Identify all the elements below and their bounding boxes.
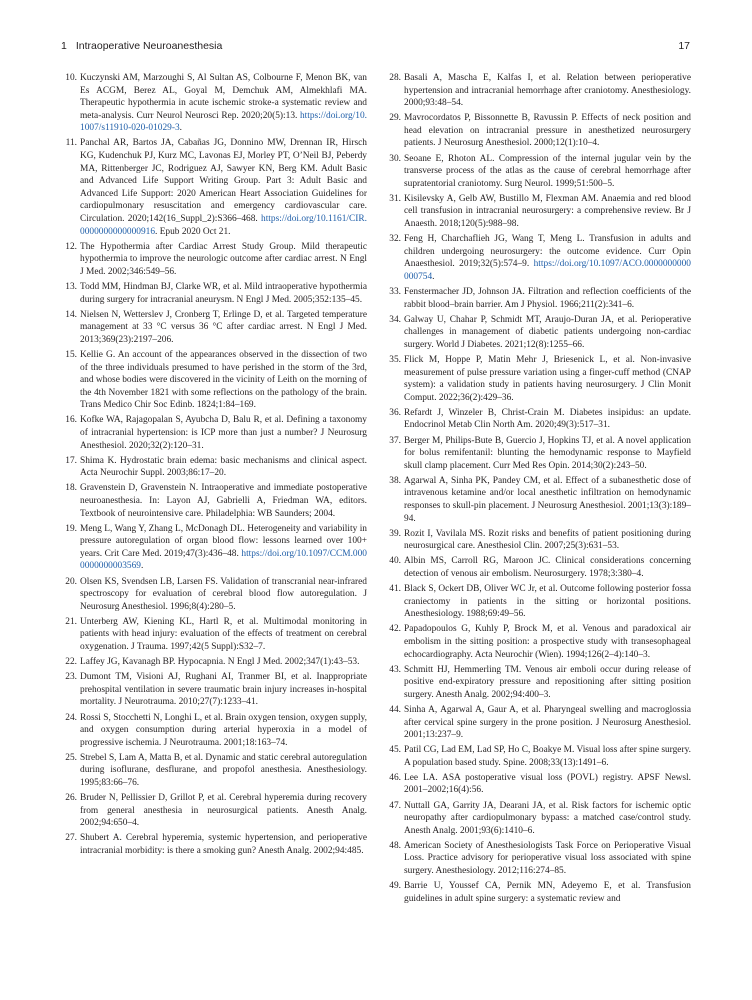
reference-text: The Hypothermia after Cardiac Arrest Study Group. Mild therapeutic hypothermia to improve the neurologic outcome after cardiac arrest. N Engl J Med. 2002;346:549–56. — [80, 241, 367, 277]
reference-text: Strebel S, Lam A, Matta B, et al. Dynamic and static cerebral autoregulation during isoflurane, desflurane, and propofol anesthesia. Anesthesiology. 1995;83:66–76. — [80, 752, 367, 788]
reference-item — [385, 193, 691, 231]
reference-item — [61, 576, 367, 614]
chapter-title: Intraoperative Neuroanesthesia — [75, 40, 223, 52]
reference-item — [61, 241, 367, 279]
reference-item — [61, 349, 367, 412]
reference-item — [385, 555, 691, 580]
reference-text: Basali A, Mascha E, Kalfas I, et al. Relation between perioperative hypertension and intracranial hemorrhage after craniotomy. Anesthesiology. 2000;93:48–54. — [404, 73, 691, 109]
reference-text: Unterberg AW, Kiening KL, Hartl R, et al. Multimodal monitoring in patients with head injury: evaluation of the effects of treatment on cerebral oxygenation. J Trauma. 1997;42(5 Suppl):S32–7. — [80, 616, 367, 653]
reference-item — [61, 281, 367, 306]
reference-number: 43. — [389, 664, 401, 675]
reference-text: Black S, Ockert DB, Oliver WC Jr, et al. Outcome following posterior fossa craniectomy in patients in the sitting or horizontal positions. Anesthesiology. 1988;69:49–56. — [404, 584, 691, 620]
reference-item — [61, 792, 367, 830]
reference-number: 47. — [389, 800, 401, 811]
reference-number: 16. — [65, 415, 77, 426]
reference-number: 23. — [65, 672, 77, 683]
reference-text: American Society of Anesthesiologists Task Force on Perioperative Visual Loss. Practice advisory for perioperative visual loss associated with spine surgery. Anesthesiology. 2012;116:274–85. — [404, 840, 691, 877]
reference-item — [385, 800, 691, 838]
reference-number: 30. — [389, 153, 401, 164]
reference-item — [385, 880, 691, 905]
reference-number: 15. — [65, 349, 77, 360]
reference-text: Patil CG, Lad EM, Lad SP, Ho C, Boakye M. Visual loss after spine surgery. A population based study. Spine. 2008;33(13):1491–6. — [404, 745, 691, 768]
reference-number: 21. — [65, 616, 77, 627]
reference-number: 24. — [65, 712, 77, 723]
reference-text: Olsen KS, Svendsen LB, Larsen FS. Validation of transcranial near-infrared spectroscopy for evaluation of cerebral blood flow autoregulation. J Neurosurg Anesthesiol. 1996;8(4):280–5. — [80, 576, 367, 612]
reference-item — [61, 455, 367, 480]
reference-text: Meng L, Wang Y, Zhang L, McDonagh DL. Heterogeneity and variability in pressure autoregulation of organ blood flow: lessons learned over 100+ years. Crit Care Med. 2019;47(3):436–48. — [80, 523, 367, 559]
reference-number: 34. — [389, 314, 401, 325]
reference-text: Flick M, Hoppe P, Matin Mehr J, Briesenick L, et al. Non-invasive measurement of pulse pressure variation using a finger-cuff method (CNAP system): a validation study in patients having neurosurgery. J Clin Monit Comput. 2022;36(2):429–36. — [404, 354, 691, 403]
reference-number: 44. — [389, 704, 401, 715]
reference-item — [385, 623, 691, 661]
reference-number: 19. — [65, 523, 77, 534]
reference-number: 28. — [389, 73, 401, 83]
reference-item — [385, 407, 691, 432]
reference-item — [385, 354, 691, 404]
reference-text-suffix: . — [432, 271, 435, 282]
reference-text: Kellie G. An account of the appearances observed in the dissection of two of the three individuals presumed to have perished in the storm of the 3rd, and whose bodies were discovered in the vicinity of Leith on the morning of the 4th November 1821 with some reflections on the pathology of the brain. Trans Medico Chir Soc Edinb. 1824;1:84–169. — [80, 349, 367, 411]
reference-item — [385, 153, 691, 191]
references-column-right — [385, 72, 691, 908]
references-column-left — [61, 72, 367, 860]
reference-number: 11. — [65, 138, 77, 149]
reference-text: Papadopoulos G, Kuhly P, Brock M, et al. Venous and paradoxical air embolism in the sitting position: a prospective study with transesophageal echocardiography. Acta Neurochir (Wien). 1994;126(2–4):140–3. — [404, 624, 691, 660]
reference-item — [385, 744, 691, 769]
reference-item — [61, 671, 367, 709]
reference-text: Refardt J, Winzeler B, Christ-Crain M. Diabetes insipidus: an update. Endocrinol Metab Clin North Am. 2020;49(3):517–31. — [404, 407, 691, 431]
reference-number: 27. — [65, 833, 77, 844]
reference-text: Galway U, Chahar P, Schmidt MT, Araujo-Duran JA, et al. Perioperative challenges in management of diabetic patients undergoing non-cardiac surgery. World J Diabetes. 2021;12(8):1255–66. — [404, 314, 691, 350]
reference-text: Kofke WA, Rajagopalan S, Ayubcha D, Balu R, et al. Defining a taxonomy of intracranial hypertension: is ICP more than just a number? J Neurosurg Anesthesiol. 2020;32(2):120–31. — [80, 415, 367, 451]
reference-text-suffix: . — [140, 561, 144, 572]
reference-item — [385, 772, 691, 797]
reference-item — [61, 523, 367, 573]
reference-item — [385, 435, 691, 473]
reference-text: Dumont TM, Visioni AJ, Rughani AI, Tranmer BI, et al. Inappropriate prehospital ventilation in severe traumatic brain injury increases in-hospital mortality. J Neurotrauma. 2010;27(7):1233–41. — [80, 672, 367, 708]
reference-number: 36. — [389, 407, 401, 418]
reference-item — [385, 528, 691, 553]
reference-number: 48. — [389, 840, 401, 851]
reference-item — [61, 414, 367, 452]
reference-text: Kuczynski AM, Marzoughi S, Al Sultan AS, Colbourne F, Menon BK, van Es ACGM, Berez AL, Goyal M, Demchuk AM, Almekhlafi MA. Therapeutic hypothermia in acute ischemic stroke-a systematic review and meta-analysis. Curr Neurol Neurosci Rep. 2020;20(5):13. — [80, 73, 367, 121]
reference-item — [385, 704, 691, 742]
reference-number: 37. — [389, 435, 401, 446]
reference-number: 18. — [65, 483, 77, 494]
reference-item — [385, 664, 691, 702]
reference-text: Berger M, Philips-Bute B, Guercio J, Hopkins TJ, et al. A novel application for bolus remifentanil: blunting the hemodynamic response to Mayfield skull clamp placement. Curr Med Res Opin. 2014;30(2):243–50. — [404, 435, 691, 471]
reference-number: 14. — [65, 309, 77, 320]
reference-text: Feng H, Charchaflieh JG, Wang T, Meng L. Transfusion in adults and children undergoing neurosurgery: the outcome evidence. Curr Opin Anaesthesiol. 2019;32(5):574–9. — [404, 234, 691, 270]
reference-text: Gravenstein D, Gravenstein N. Intraoperative and immediate postoperative neuroanesthesia. In: Layon AJ, Gabrielli A, Friedman WA, editors. Textbook of neurointensive care. Philadelphia: WB Saunders; 2004. — [80, 483, 367, 519]
reference-number: 17. — [65, 455, 77, 466]
doi-link[interactable]: https://doi.org/10.1097/ACO.0000000000000754 — [404, 259, 691, 282]
reference-text: Panchal AR, Bartos JA, Cabañas JG, Donnino MW, Drennan IR, Hirsch KG, Kudenchuk PJ, Kurz MC, Lavonas EJ, Morley PT, O’Neil BJ, Peberdy MA, Rittenberger JC, Rodriguez AJ, Sawyer KN, Berg KM. Adult Basic and Advanced Life Support Writing Group. Part 3: Adult Basic and Advanced Life Support: 2020 American Heart Association Guidelines for cardiopulmonary resuscitation and emergency cardiovascular care. Circulation. 2020;142(16_Suppl_2):S366–468. — [80, 138, 367, 225]
reference-text: Shima K. Hydrostatic brain edema: basic mechanisms and clinical aspect. Acta Neurochir Suppl. 2003;86:17–20. — [80, 455, 367, 479]
doi-link[interactable]: https://doi.org/10.1097/CCM.0000000000003569 — [80, 548, 367, 572]
reference-text: Laffey JG, Kavanagh BP. Hypocapnia. N Engl J Med. 2002;347(1):43–53. — [80, 657, 360, 668]
reference-text: Kisilevsky A, Gelb AW, Bustillo M, Flexman AM. Anaemia and red blood cell transfusion in intracranial neurosurgery: a comprehensive review. Br J Anaesth. 2018;120(5):988–98. — [404, 193, 691, 230]
reference-text: Albin MS, Carroll RG, Maroon JC. Clinical considerations concerning detection of venous air embolism. Neurosurgery. 1978;3:380–4. — [404, 556, 691, 579]
reference-text: Mavrocordatos P, Bissonnette B, Ravussin P. Effects of neck position and head elevation on intracranial pressure in anesthetized neurosurgery patients. J Neurosurg Anesthesiol. 2000;12(1):10–4. — [404, 113, 691, 149]
reference-number: 10. — [65, 73, 77, 83]
reference-number: 32. — [389, 234, 401, 245]
reference-number: 33. — [389, 287, 401, 297]
reference-number: 22. — [65, 657, 77, 668]
reference-text: Schmitt HJ, Hemmerling TM. Venous air emboli occur during release of positive end-expiratory pressure and repositioning after sitting position surgery. Anesth Analg. 2002;94:400–3. — [404, 664, 691, 700]
doi-link[interactable]: https://doi.org/10.1007/s11910-020-01029-3 — [80, 110, 367, 134]
page-number: 17 — [678, 40, 690, 52]
reference-number: 49. — [389, 881, 401, 892]
running-header — [61, 40, 690, 56]
reference-item — [61, 482, 367, 520]
reference-item — [61, 309, 367, 347]
reference-number: 12. — [65, 241, 77, 252]
reference-number: 26. — [65, 793, 77, 804]
reference-item — [385, 314, 691, 352]
chapter-number: 1 — [61, 40, 67, 52]
reference-number: 40. — [389, 556, 401, 567]
reference-text-suffix: . Epub 2020 Oct 21. — [155, 226, 231, 237]
reference-number: 46. — [389, 772, 401, 783]
reference-text: Agarwal A, Sinha PK, Pandey CM, et al. Effect of a subanesthetic dose of intravenous ketamine and/or local anesthetic infiltration on hemodynamic responses to skull-pin placement. J Neurosurg Anesthesiol. 2001;13(3):189–94. — [404, 475, 691, 524]
reference-text: Rozit I, Vavilala MS. Rozit risks and benefits of patient positioning during neurosurgical care. Anesthesiol Clin. 2007;25(3):631–53. — [404, 528, 691, 552]
reference-item — [385, 583, 691, 621]
reference-text-suffix: . — [179, 123, 182, 134]
reference-item — [61, 137, 367, 238]
reference-number: 20. — [65, 576, 77, 587]
reference-number: 42. — [389, 624, 401, 635]
reference-item — [61, 712, 367, 750]
reference-number: 29. — [389, 113, 401, 124]
reference-number: 41. — [389, 584, 401, 595]
reference-item — [61, 752, 367, 790]
reference-number: 25. — [65, 752, 77, 763]
reference-text: Lee LA. ASA postoperative visual loss (POVL) registry. APSF Newsl. 2001–2002;16(4):56. — [404, 772, 691, 796]
reference-item — [61, 616, 367, 654]
reference-item — [385, 233, 691, 283]
reference-item — [61, 72, 367, 135]
reference-number: 35. — [389, 354, 401, 365]
reference-text: Nielsen N, Wetterslev J, Cronberg T, Erlinge D, et al. Targeted temperature management at 33 °C versus 36 °C after cardiac arrest. N Engl J Med. 2013;369(23):2197–206. — [80, 309, 367, 345]
reference-item — [61, 832, 367, 857]
reference-text: Barrie U, Youssef CA, Pernik MN, Adeyemo E, et al. Transfusion guidelines in adult spine surgery: a systematic review and — [404, 881, 691, 904]
chapter-heading — [61, 40, 222, 52]
reference-text: Bruder N, Pellissier D, Grillot P, et al. Cerebral hyperemia during recovery from general anesthesia in neurosurgical patients. Anesth Analg. 2002;94:650–4. — [80, 793, 367, 829]
reference-text: Fenstermacher JD, Johnson JA. Filtration and reflection coefficients of the rabbit blood–brain barrier. Am J Physiol. 1966;211(2):341–6. — [404, 287, 691, 310]
reference-item — [385, 286, 691, 311]
reference-text: Rossi S, Stocchetti N, Longhi L, et al. Brain oxygen tension, oxygen supply, and oxygen consumption during arterial hyperoxia in a model of progressive ischemia. J Neurotrauma. 2001;18:163–74. — [80, 712, 367, 748]
reference-number: 31. — [389, 193, 401, 204]
reference-text: Sinha A, Agarwal A, Gaur A, et al. Pharyngeal swelling and macroglossia after cervical spine surgery in the prone position. J Neurosurg Anesthesiol. 2001;13:237–9. — [404, 704, 691, 741]
reference-text: Seoane E, Rhoton AL. Compression of the internal jugular vein by the transverse process of the atlas as the cause of cerebral hemorrhage after supratentorial craniotomy. Surg Neurol. 1999;51:500–5. — [404, 153, 691, 189]
reference-number: 45. — [389, 745, 401, 756]
reference-text: Shubert A. Cerebral hyperemia, systemic hypertension, and perioperative intracranial morbidity: is there a smoking gun? Anesth Analg. 2002;94:485. — [80, 833, 367, 856]
reference-item — [385, 72, 691, 110]
reference-text: Todd MM, Hindman BJ, Clarke WR, et al. Mild intraoperative hypothermia during surgery for intracranial aneurysm. N Engl J Med. 2005;352:135–45. — [80, 282, 367, 305]
reference-number: 38. — [389, 475, 401, 486]
doi-link[interactable]: https://doi.org/10.1161/CIR.0000000000000916 — [80, 214, 367, 237]
reference-text: Nuttall GA, Garrity JA, Dearani JA, et al. Risk factors for ischemic optic neuropathy after cardiopulmonary bypass: a matched case/control study. Anesth Analg. 2001;93(6):1410–6. — [404, 800, 691, 836]
reference-number: 39. — [389, 528, 401, 539]
reference-item — [385, 112, 691, 150]
reference-item — [385, 475, 691, 525]
reference-number: 13. — [65, 282, 77, 292]
reference-item — [385, 840, 691, 878]
reference-item — [61, 656, 367, 669]
